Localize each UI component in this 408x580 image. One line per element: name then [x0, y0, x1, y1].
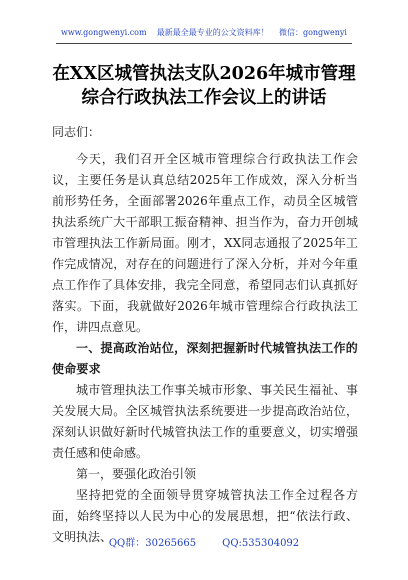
header-wechat: 微信：gongwenyi [278, 28, 347, 37]
paragraph-sub-1: 坚持把党的全面领导贯穿城管执法工作全过程各方面，始终坚持以人民为中心的发展思想，把“依法行政、文明执法、 [52, 488, 358, 544]
document-title [40, 62, 368, 110]
header-divider [56, 43, 352, 44]
subheading-1: 第一，要强化政治引领 [76, 467, 197, 481]
salutation: 同志们： [52, 125, 101, 139]
header-site-link[interactable]: www.gongwenyi.com [61, 28, 147, 37]
paragraph-section-1: 城市管理执法工作事关城市形象、事关民生福祉、事关发展大局。全区城管执法系统要进一步提高政治站位，深刻认识做好新时代城管执法工作的重要意义，切实增强责任感和使命感。 [52, 383, 358, 460]
footer-qq: QQ:535304092 [222, 538, 300, 549]
page-header [60, 28, 348, 38]
document-body [52, 122, 358, 548]
paragraph-intro: 今天，我们召开全区城市管理综合行政执法工作会议，主要任务是认真总结2025年工作成效，深入分析当前形势任务，全面部署2026年重点工作，动员全区城管执法系统广大干部职工振奋精神、担当作为，奋力开创城市管理执法工作新局面。刚才，XX同志通报了2025年工作完成情况，对存在的问题进行了深入分析，并对今年重点工作作了具体安排，我完全同意，希望同志们认真抓好落实。下面，我就做好2026年城市管理综合行政执法工作，讲四点意见。 [52, 152, 358, 334]
title-line-2: 综合行政执法工作会议上的讲话 [81, 88, 327, 108]
page-footer [60, 538, 348, 550]
footer-qq-group: QQ群：30265665 [108, 538, 197, 549]
header-slogan: 最新最全最专业的公文资料库！ [156, 28, 269, 37]
section-heading-1: 一、提高政治站位，深刻把握新时代城管执法工作的使命要求 [52, 341, 358, 376]
title-line-1: 在XX区城管执法支队2026年城市管理 [52, 64, 356, 84]
